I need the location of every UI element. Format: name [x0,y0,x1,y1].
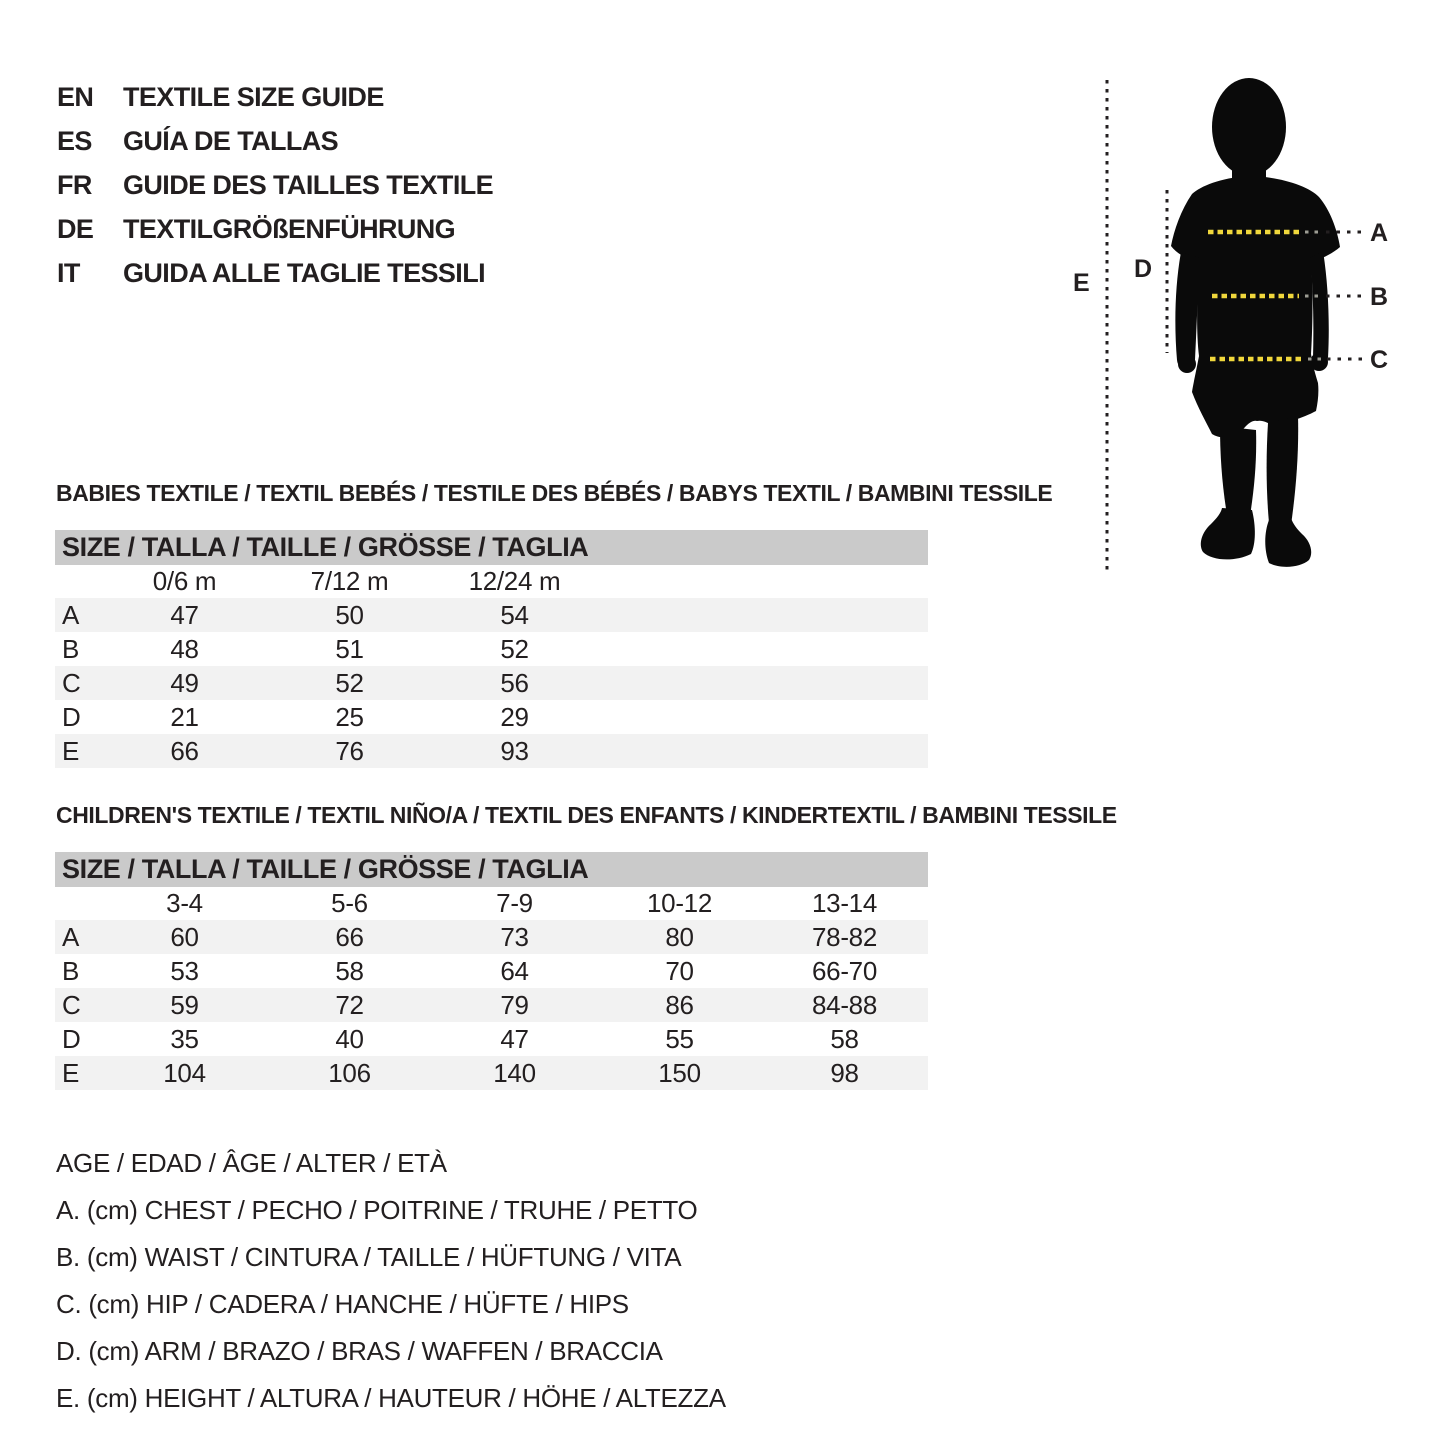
table-value: 73 [500,921,529,952]
child-silhouette [1171,78,1340,567]
table-row [55,1022,928,1056]
table-value: 140 [493,1057,536,1088]
table-value: 86 [665,989,694,1020]
row-label: D [62,701,81,732]
legend-age: AGE / EDAD / ÂGE / ALTER / ETÀ [56,1148,447,1178]
table-value: 29 [500,701,529,732]
table-value: 52 [500,633,529,664]
column-header: 7-9 [496,888,533,918]
babies-column-header-row [55,565,928,598]
language-row-es [57,119,493,163]
children-column-header-row [55,887,928,920]
row-label: A [62,599,80,630]
silhouette-right-shoe [1265,518,1311,567]
table-value: 104 [163,1057,206,1088]
row-label: C [62,989,81,1020]
table-value: 79 [500,989,529,1020]
silhouette-left-leg [1220,426,1256,520]
row-label: E [62,735,80,766]
table-value: 54 [500,599,529,630]
language-title-list [57,75,493,295]
row-label: A [62,921,80,952]
language-row-fr [57,163,493,207]
language-code: ES [57,125,92,156]
column-header: 13-14 [812,888,877,918]
size-header-bar: SIZE / TALLA / TAILLE / GRÖSSE / TAGLIA [55,530,928,565]
table-value: 80 [665,921,694,952]
table-value: 48 [170,633,199,664]
table-row [55,920,928,954]
language-code: IT [57,257,80,288]
table-value: 93 [500,735,529,766]
table-value: 50 [335,599,364,630]
table-row [55,598,928,632]
table-value: 66 [335,921,364,952]
silhouette-left-arm [1175,252,1200,369]
table-value: 59 [170,989,199,1020]
hip-label: C [1370,346,1389,374]
guide-title: GUIDE DES TAILLES TEXTILE [123,169,494,200]
column-header: 10-12 [647,888,712,918]
row-label: B [62,633,80,664]
table-row [55,988,928,1022]
silhouette-left-shoe [1201,508,1255,559]
table-value: 40 [335,1023,364,1054]
language-code: EN [57,81,94,112]
size-header-bar: SIZE / TALLA / TAILLE / GRÖSSE / TAGLIA [55,852,928,887]
column-header: 3-4 [166,888,203,918]
height-label: E [1073,269,1090,297]
legend-hip: C. (cm) HIP / CADERA / HANCHE / HÜFTE / HIPS [56,1289,629,1319]
silhouette-left-hand [1178,355,1196,373]
table-value: 21 [170,701,199,732]
table-value: 78-82 [812,921,877,952]
legend-height: E. (cm) HEIGHT / ALTURA / HAUTEUR / HÖHE / ALTEZZA [56,1383,726,1413]
waist-label: B [1370,283,1389,311]
table-value: 106 [328,1057,371,1088]
row-label: D [62,1023,81,1054]
table-value: 72 [335,989,364,1020]
column-header: 12/24 m [468,566,561,596]
table-row [55,700,928,734]
table-value: 58 [335,955,364,986]
table-value: 47 [500,1023,529,1054]
table-value: 25 [335,701,364,732]
column-header: 7/12 m [310,566,389,596]
legend-waist: B. (cm) WAIST / CINTURA / TAILLE / HÜFTUNG / VITA [56,1242,682,1272]
babies-section-title: BABIES TEXTILE / TEXTIL BEBÉS / TESTILE DES BÉBÉS / BABYS TEXTIL / BAMBINI TESSILE [56,480,1053,506]
table-value: 98 [830,1057,859,1088]
table-value: 55 [665,1023,694,1054]
table-value: 64 [500,955,529,986]
table-row [55,734,928,768]
legend-arm: D. (cm) ARM / BRAZO / BRAS / WAFFEN / BRACCIA [56,1336,663,1366]
table-value: 150 [658,1057,701,1088]
babies-size-table [55,530,928,768]
table-row [55,632,928,666]
child-measurement-figure [1060,70,1400,585]
table-value: 49 [170,667,199,698]
column-header: 0/6 m [152,566,217,596]
row-label: E [62,1057,80,1088]
table-value: 70 [665,955,694,986]
children-section-title: CHILDREN'S TEXTILE / TEXTIL NIÑO/A / TEXTIL DES ENFANTS / KINDERTEXTIL / BAMBINI TESSILE [56,802,1117,828]
silhouette-right-hand [1310,353,1328,371]
table-row [55,954,928,988]
table-value: 52 [335,667,364,698]
table-value: 66 [170,735,199,766]
column-header: 5-6 [331,888,368,918]
language-code: FR [57,169,92,200]
row-label: B [62,955,80,986]
table-value: 76 [335,735,364,766]
guide-title: GUÍA DE TALLAS [123,125,339,156]
legend-chest: A. (cm) CHEST / PECHO / POITRINE / TRUHE / PETTO [56,1195,698,1225]
guide-title: TEXTILGRÖßENFÜHRUNG [123,213,456,244]
silhouette-right-arm [1310,251,1329,367]
chest-label: A [1370,219,1389,247]
table-value: 35 [170,1023,199,1054]
table-row [55,666,928,700]
language-row-it [57,251,493,295]
guide-title: GUIDA ALLE TAGLIE TESSILI [123,257,485,288]
table-value: 66-70 [812,955,877,986]
table-value: 58 [830,1023,859,1054]
table-value: 60 [170,921,199,952]
table-value: 53 [170,955,199,986]
measurement-legend [56,1140,726,1422]
language-row-de [57,207,493,251]
table-row [55,1056,928,1090]
language-code: DE [57,213,94,244]
row-label: C [62,667,81,698]
children-size-table [55,852,928,1090]
table-value: 84-88 [812,989,877,1020]
table-value: 51 [335,633,364,664]
language-row-en [57,75,493,119]
guide-title: TEXTILE SIZE GUIDE [123,81,384,112]
table-value: 56 [500,667,529,698]
table-value: 47 [170,599,199,630]
silhouette-right-leg [1267,416,1299,530]
arm-label: D [1134,255,1153,283]
